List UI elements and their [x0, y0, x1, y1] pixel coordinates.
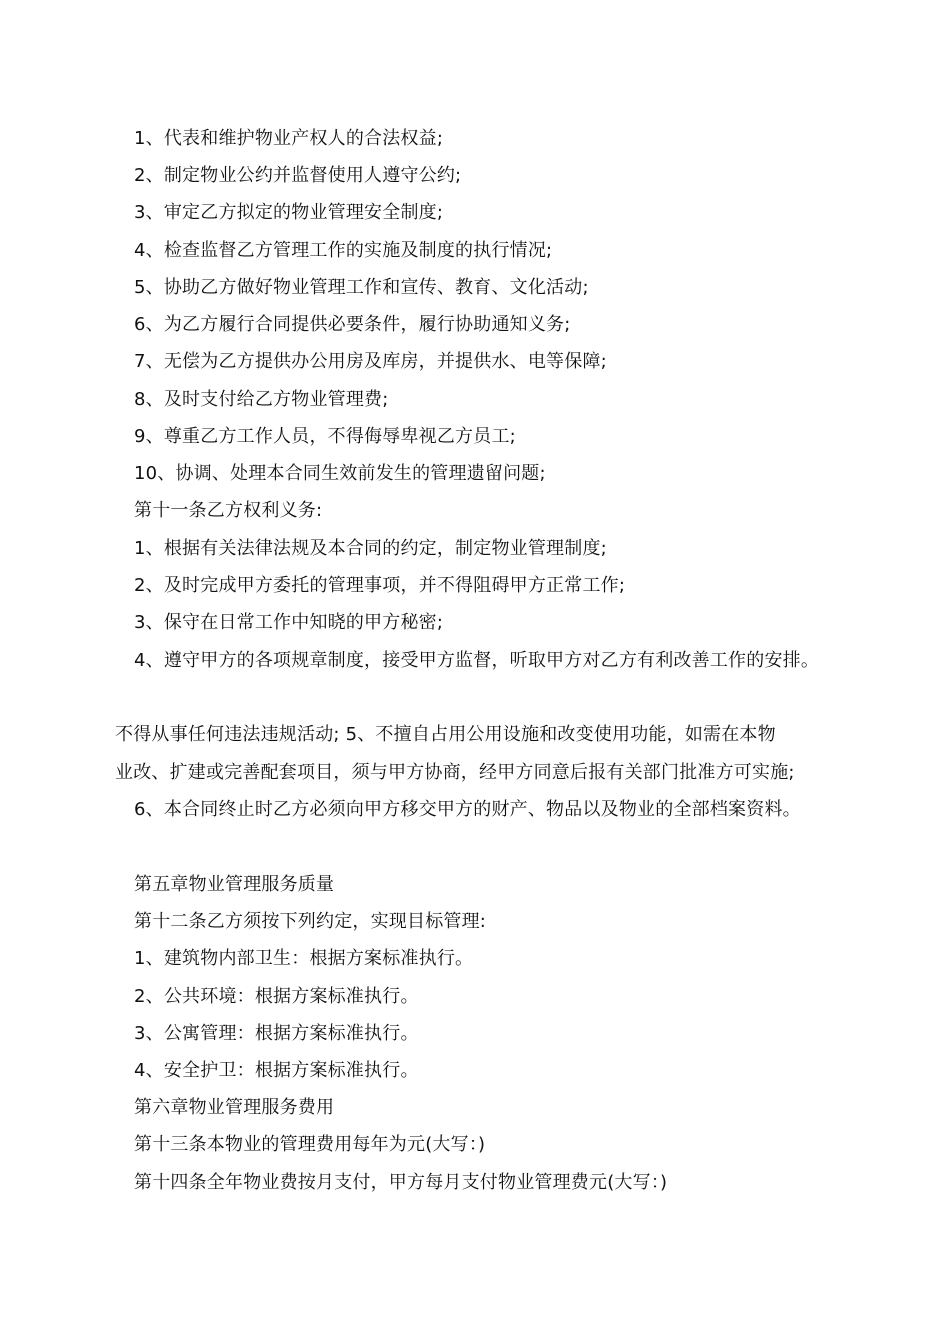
text-line: 6、为乙方履行合同提供必要条件，履行协助通知义务;	[134, 314, 571, 335]
text-line: 8、及时支付给乙方物业管理费;	[134, 389, 389, 410]
article-heading: 第十一条乙方权利义务:	[134, 500, 323, 521]
text-line: 1、建筑物内部卫生：根据方案标准执行。	[134, 948, 474, 969]
text-line: 3、审定乙方拟定的物业管理安全制度;	[134, 202, 444, 223]
article-heading: 第十三条本物业的管理费用每年为元(大写：)	[134, 1134, 486, 1155]
text-line: 7、无偿为乙方提供办公用房及库房，并提供水、电等保障;	[134, 351, 607, 372]
text-line: 3、公寓管理：根据方案标准执行。	[134, 1023, 419, 1044]
text-line: 3、保守在日常工作中知晓的甲方秘密;	[134, 612, 444, 633]
text-line: 9、尊重乙方工作人员，不得侮辱卑视乙方员工;	[134, 426, 516, 447]
article-heading: 第十四条全年物业费按月支付，甲方每月支付物业管理费元(大写：)	[134, 1172, 668, 1193]
text-line: 1、代表和维护物业产权人的合法权益;	[134, 128, 444, 149]
text-line: 1、根据有关法律法规及本合同的约定，制定物业管理制度;	[134, 538, 607, 559]
text-line: 4、检查监督乙方管理工作的实施及制度的执行情况;	[134, 240, 553, 261]
chapter-heading: 第五章物业管理服务质量	[134, 874, 335, 895]
text-line: 2、制定物业公约并监督使用人遵守公约;	[134, 165, 462, 186]
text-line: 不得从事任何违法违规活动; 5、不擅自占用公用设施和改变使用功能，如需在本物	[115, 724, 776, 745]
text-line: 5、协助乙方做好物业管理工作和宣传、教育、文化活动;	[134, 277, 589, 298]
text-line: 4、安全护卫：根据方案标准执行。	[134, 1060, 419, 1081]
text-line: 4、遵守甲方的各项规章制度，接受甲方监督，听取甲方对乙方有利改善工作的安排。	[134, 650, 820, 671]
article-heading: 第十二条乙方须按下列约定，实现目标管理:	[134, 911, 487, 932]
text-line: 2、公共环境：根据方案标准执行。	[134, 986, 419, 1007]
chapter-heading: 第六章物业管理服务费用	[134, 1097, 335, 1118]
text-line: 10、协调、处理本合同生效前发生的管理遗留问题;	[134, 463, 546, 484]
text-line: 业改、扩建或完善配套项目，须与甲方协商，经甲方同意后报有关部门批准方可实施;	[115, 762, 795, 783]
text-line: 6、本合同终止时乙方必须向甲方移交甲方的财产、物品以及物业的全部档案资料。	[134, 799, 801, 820]
text-line: 2、及时完成甲方委托的管理事项，并不得阻碍甲方正常工作;	[134, 575, 626, 596]
